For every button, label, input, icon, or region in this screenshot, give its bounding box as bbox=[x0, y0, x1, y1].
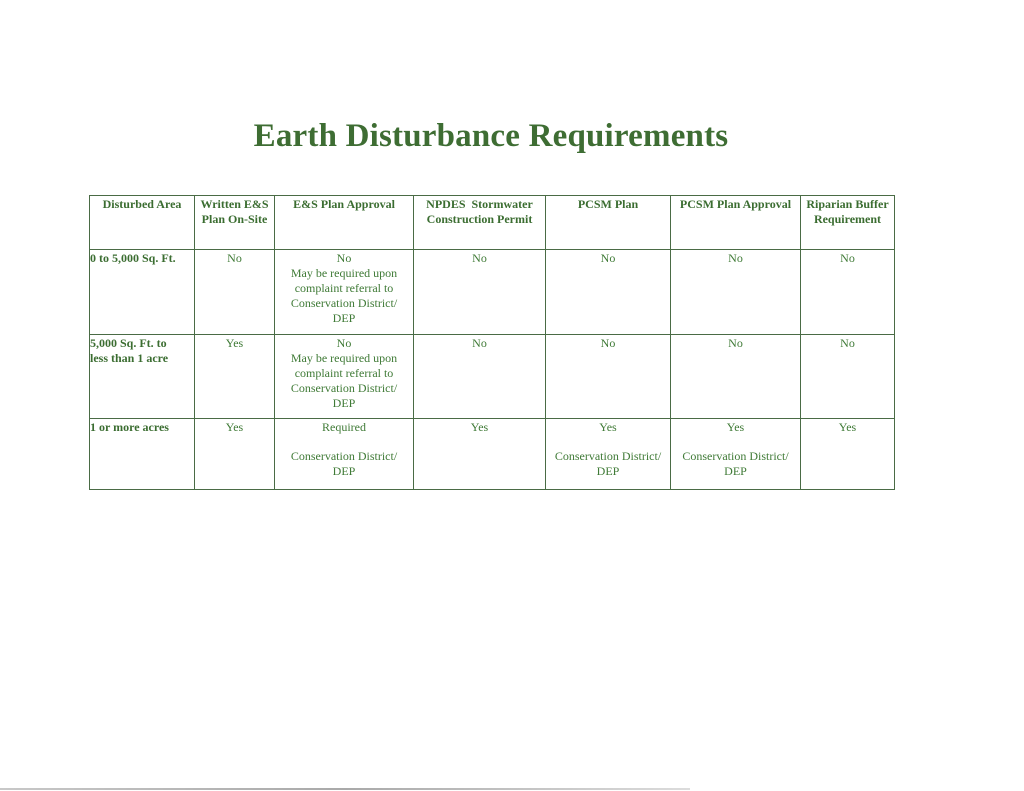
column-header-es-plan-approval bbox=[275, 196, 414, 250]
cell-pcsm-plan bbox=[546, 250, 671, 335]
cell-riparian-buffer: Yes bbox=[801, 419, 895, 490]
cell-text: No bbox=[336, 251, 352, 265]
cell-text: Yes bbox=[599, 420, 617, 434]
requirements-table bbox=[89, 195, 895, 490]
header-text: Riparian Buffer bbox=[806, 197, 889, 211]
cell-written-es-plan: Yes bbox=[195, 419, 275, 490]
cell-text: May be required upon bbox=[290, 351, 398, 365]
cell-es-plan-approval bbox=[275, 250, 414, 335]
cell-text: No bbox=[600, 251, 616, 265]
cell-text: complaint referral to bbox=[294, 281, 394, 295]
cell-text: Conservation District/ bbox=[554, 449, 662, 463]
cell-npdes-permit: No bbox=[414, 250, 546, 335]
column-header-pcsm-plan-approval bbox=[671, 196, 801, 250]
cell-pcsm-plan-approval bbox=[671, 250, 801, 335]
header-text: Construction Permit bbox=[426, 212, 533, 226]
header-text: PCSM Plan Approval bbox=[679, 197, 792, 211]
cell-written-es-plan: No bbox=[195, 250, 275, 335]
cell-text: DEP bbox=[332, 396, 356, 410]
header-text: E&S Plan Approval bbox=[293, 197, 395, 211]
cell-pcsm-plan bbox=[546, 419, 671, 490]
cell-text: Conservation District/ bbox=[290, 381, 398, 395]
cell-disturbed-area bbox=[90, 419, 195, 490]
header-text: PCSM Plan bbox=[577, 197, 639, 211]
cell-riparian-buffer: No bbox=[801, 335, 895, 419]
cell-text: less than 1 acre bbox=[90, 351, 169, 365]
cell-text: Conservation District/ bbox=[290, 296, 398, 310]
column-header-npdes-permit bbox=[414, 196, 546, 250]
scan-edge-divider bbox=[0, 788, 690, 790]
header-text: Written E&S bbox=[200, 197, 269, 211]
table-row bbox=[90, 419, 895, 490]
cell-disturbed-area bbox=[90, 250, 195, 335]
cell-pcsm-plan bbox=[546, 335, 671, 419]
table-row bbox=[90, 335, 895, 419]
column-header-written-es-plan bbox=[195, 196, 275, 250]
cell-written-es-plan: Yes bbox=[195, 335, 275, 419]
cell-es-plan-approval bbox=[275, 419, 414, 490]
page-title: Earth Disturbance Requirements bbox=[253, 118, 729, 154]
cell-text: Conservation District/ bbox=[682, 449, 789, 463]
cell-npdes-permit: Yes bbox=[414, 419, 546, 490]
cell-riparian-buffer: No bbox=[801, 250, 895, 335]
cell-text: DEP bbox=[596, 464, 620, 478]
cell-es-plan-approval bbox=[275, 335, 414, 419]
cell-text: DEP bbox=[724, 464, 747, 478]
header-text: NPDES Stormwater bbox=[426, 197, 533, 211]
cell-text: 1 or more acres bbox=[90, 420, 169, 434]
cell-text: No bbox=[336, 336, 352, 350]
spacer bbox=[671, 435, 800, 449]
cell-text: No bbox=[728, 251, 743, 265]
cell-text: Yes bbox=[726, 420, 745, 434]
table-header-row bbox=[90, 196, 895, 250]
spacer bbox=[275, 435, 413, 449]
cell-pcsm-plan-approval bbox=[671, 419, 801, 490]
cell-text: Conservation District/ bbox=[290, 449, 398, 463]
cell-text: Required bbox=[322, 420, 366, 434]
cell-npdes-permit: No bbox=[414, 335, 546, 419]
spacer bbox=[546, 435, 670, 449]
cell-text: 5,000 Sq. Ft. to bbox=[90, 336, 167, 350]
cell-text: complaint referral to bbox=[294, 366, 394, 380]
header-text: Plan On-Site bbox=[201, 212, 268, 226]
cell-text: DEP bbox=[332, 311, 356, 325]
column-header-pcsm-plan bbox=[546, 196, 671, 250]
cell-disturbed-area bbox=[90, 335, 195, 419]
header-text: Requirement bbox=[813, 212, 882, 226]
cell-text: DEP bbox=[332, 464, 356, 478]
table-row bbox=[90, 250, 895, 335]
column-header-disturbed-area bbox=[90, 196, 195, 250]
header-text: Disturbed Area bbox=[102, 197, 182, 211]
cell-text: No bbox=[728, 336, 743, 350]
cell-pcsm-plan-approval bbox=[671, 335, 801, 419]
cell-text: 0 to 5,000 Sq. Ft. bbox=[90, 251, 176, 265]
cell-text: May be required upon bbox=[290, 266, 398, 280]
cell-text: No bbox=[600, 336, 616, 350]
column-header-riparian-buffer bbox=[801, 196, 895, 250]
